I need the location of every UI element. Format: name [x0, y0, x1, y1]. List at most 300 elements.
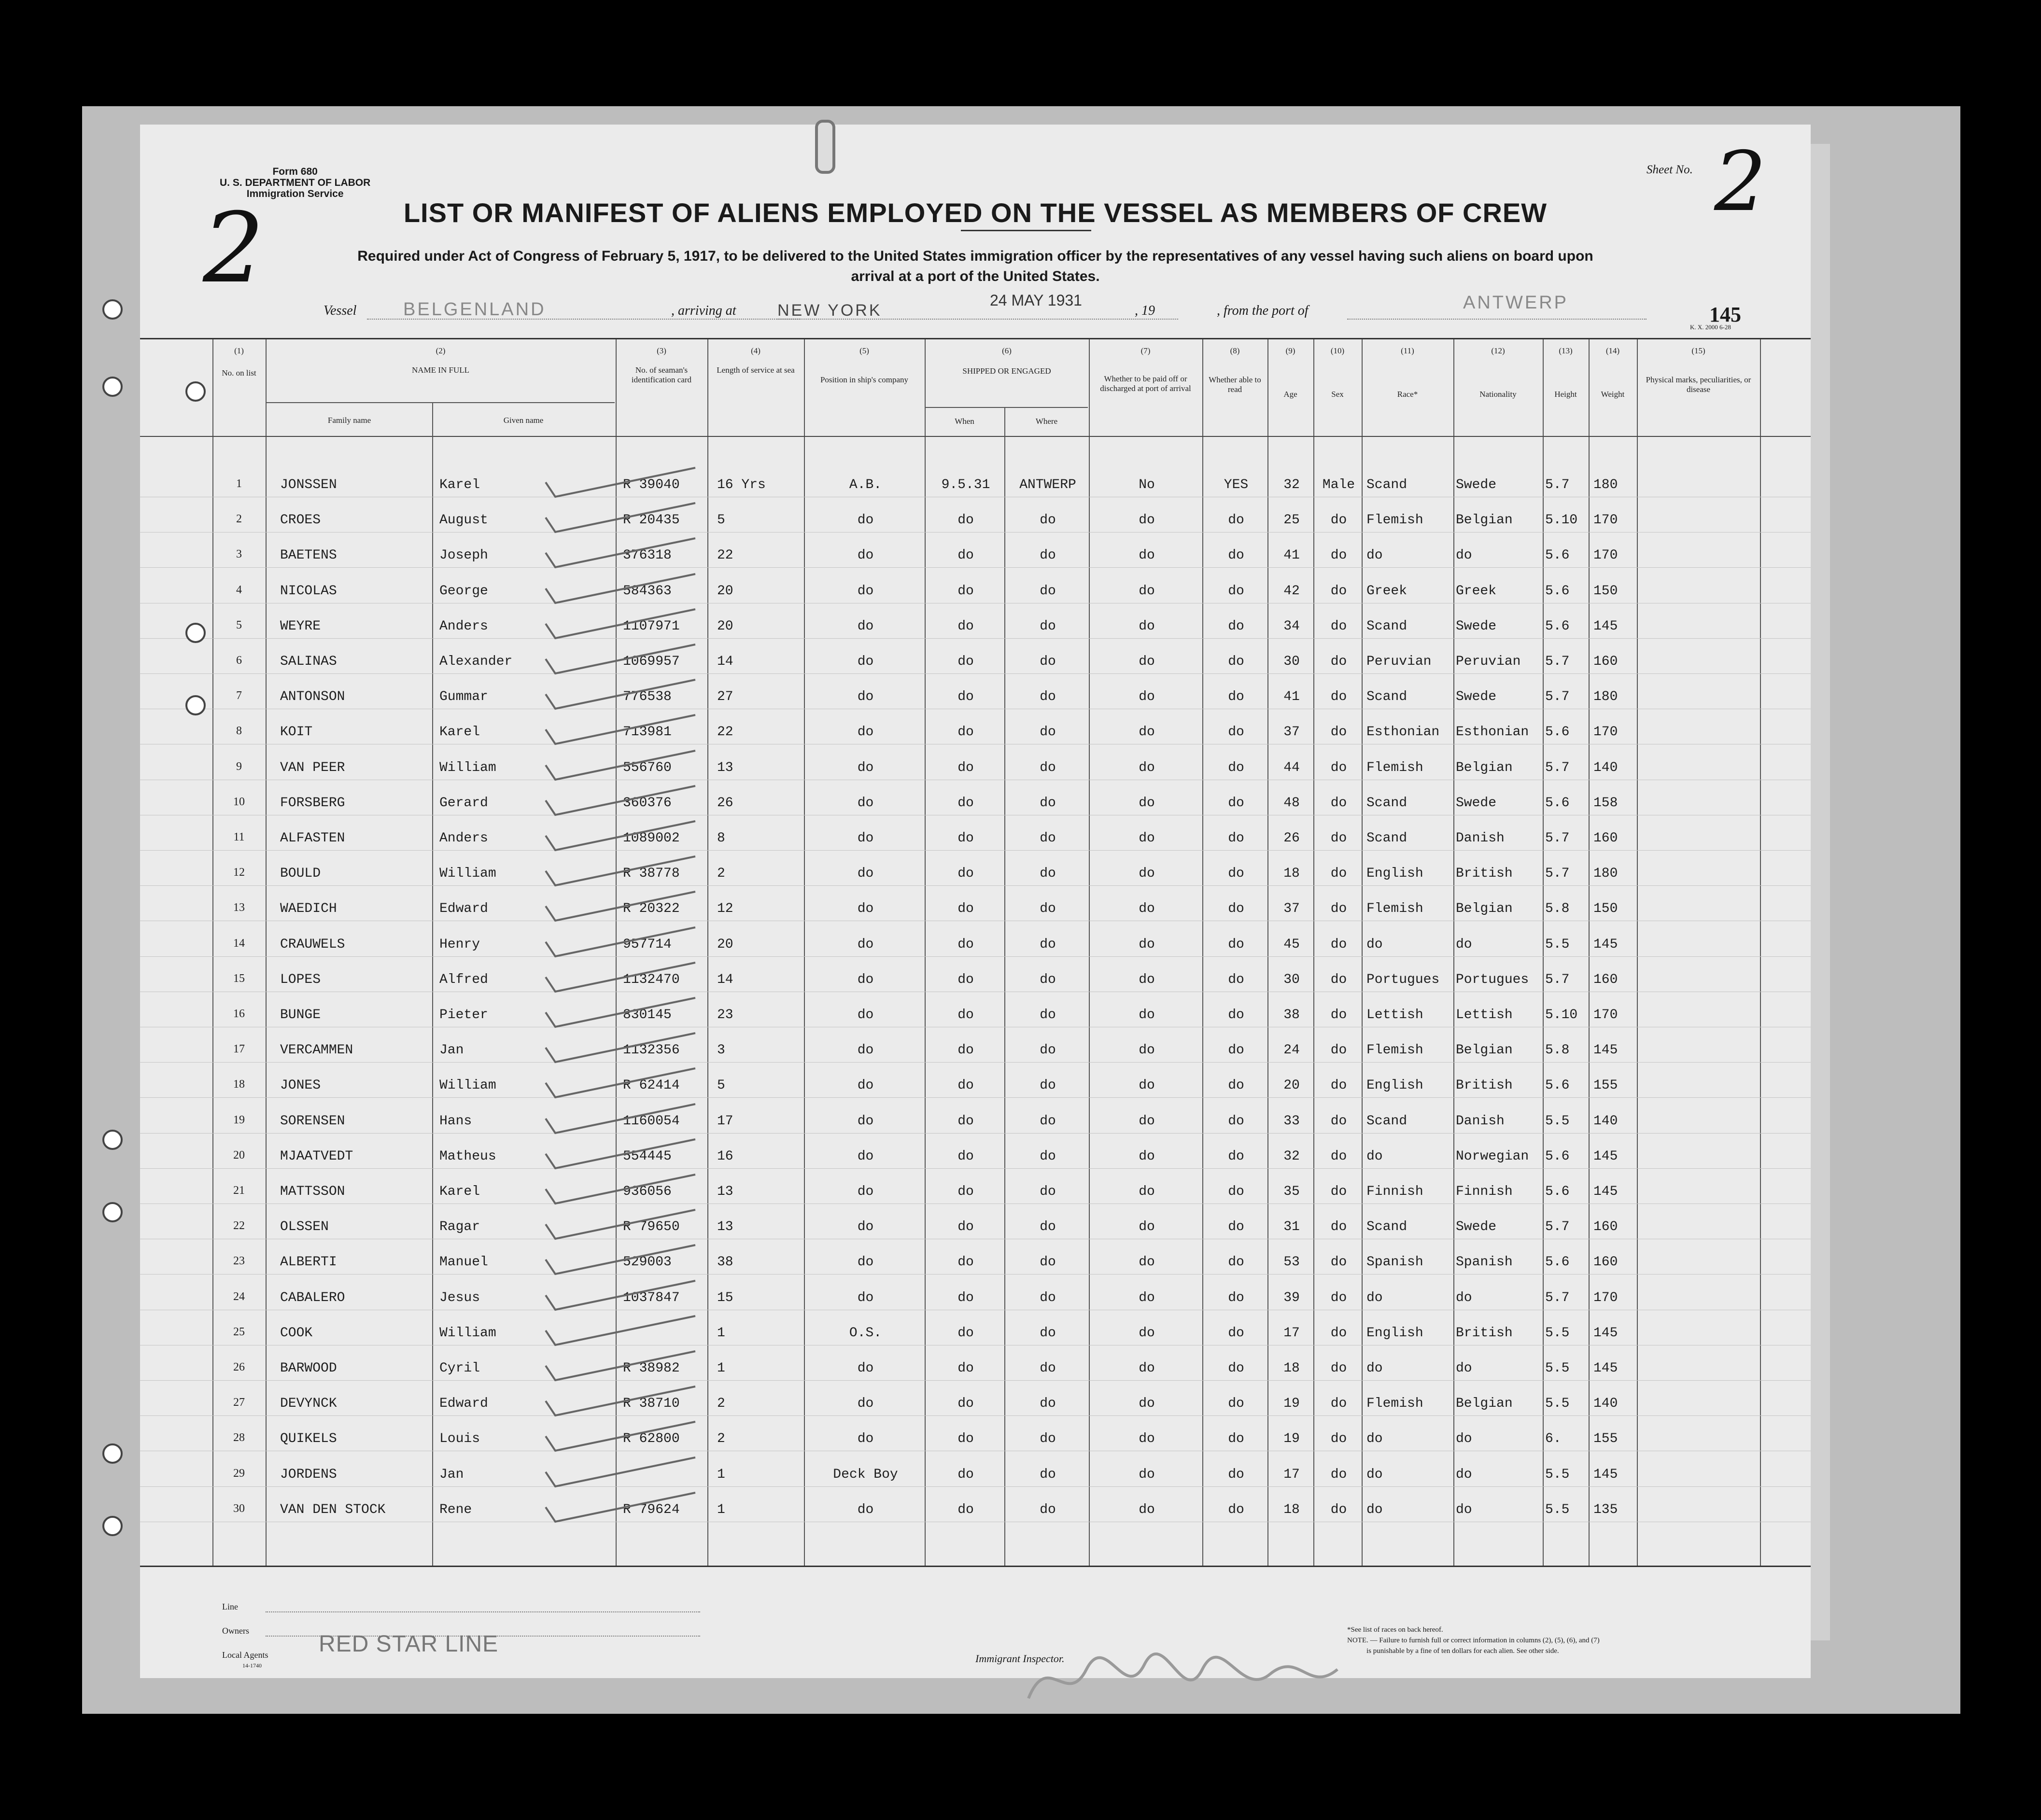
shipped-where: do: [1040, 1148, 1056, 1164]
length-of-service: 5: [717, 1078, 725, 1093]
shipped-where: do: [1040, 725, 1056, 740]
able-to-read: do: [1228, 1078, 1244, 1093]
binder-hole: [185, 381, 206, 402]
height: 5.6: [1545, 548, 1570, 563]
shipped-when: do: [957, 1219, 974, 1235]
race: Portugues: [1366, 972, 1440, 987]
age: 32: [1283, 477, 1300, 492]
family-name: QUIKELS: [280, 1431, 337, 1447]
sex: do: [1330, 795, 1347, 811]
row-rule: [140, 1062, 1811, 1063]
id-card: R 20435: [623, 513, 680, 528]
binder-hole: [102, 1516, 123, 1536]
row-number: 12: [233, 866, 245, 879]
able-to-read: do: [1228, 1148, 1244, 1164]
age: 17: [1283, 1467, 1300, 1482]
shipped-when: 9.5.31: [941, 477, 990, 492]
family-name: CABALERO: [280, 1290, 345, 1305]
row-rule: [140, 673, 1811, 674]
age: 35: [1283, 1184, 1300, 1199]
id-card: 584363: [623, 583, 672, 599]
id-card: 1069957: [623, 654, 680, 669]
nationality: Norwegian: [1456, 1148, 1529, 1164]
given-name: William: [439, 866, 496, 882]
row-number: 29: [233, 1467, 245, 1480]
age: 39: [1283, 1290, 1300, 1305]
nationality: Swede: [1456, 795, 1497, 811]
agents-label: Local Agents: [222, 1650, 268, 1660]
paid-off: do: [1139, 618, 1155, 634]
nationality: do: [1456, 1502, 1472, 1517]
row-number: 24: [233, 1290, 245, 1303]
shipped-when: do: [957, 583, 974, 599]
family-name: CRAUWELS: [280, 937, 345, 952]
subtitle: [227, 246, 1724, 287]
check-mark-icon: [541, 1170, 700, 1208]
family-name: VAN PEER: [280, 760, 345, 775]
id-card: 556760: [623, 760, 672, 775]
row-number: 1: [236, 477, 242, 490]
race: do: [1366, 1467, 1383, 1482]
title-rule: [961, 230, 1091, 231]
length-of-service: 3: [717, 1043, 725, 1058]
shipped-where: do: [1040, 1255, 1056, 1270]
paid-off: do: [1139, 725, 1155, 740]
weight: 145: [1593, 1361, 1618, 1376]
position: do: [857, 1148, 874, 1164]
sex: do: [1330, 618, 1347, 634]
vessel-label: Vessel: [324, 303, 357, 318]
weight: 180: [1593, 866, 1618, 882]
col-number: (1): [234, 346, 244, 355]
vessel-name: BELGENLAND: [403, 299, 546, 320]
given-name: Jan: [439, 1467, 464, 1482]
paid-off: do: [1139, 1467, 1155, 1482]
check-mark-icon: [541, 993, 700, 1032]
row-rule: [140, 1168, 1811, 1169]
position: do: [857, 1290, 874, 1305]
col-number: (4): [751, 346, 760, 355]
length-of-service: 16: [717, 1148, 733, 1164]
sex: do: [1330, 1290, 1347, 1305]
paid-off: do: [1139, 1431, 1155, 1447]
race: Scand: [1366, 1219, 1408, 1235]
weight: 135: [1593, 1502, 1618, 1517]
row-rule: [140, 567, 1811, 568]
family-name: BAETENS: [280, 548, 337, 563]
age: 18: [1283, 866, 1300, 882]
height: 5.7: [1545, 972, 1570, 987]
height: 5.7: [1545, 689, 1570, 705]
family-name: BARWOOD: [280, 1361, 337, 1376]
family-name: JORDENS: [280, 1467, 337, 1482]
family-name: FORSBERG: [280, 795, 345, 811]
paid-off: do: [1139, 1502, 1155, 1517]
shipped-where: do: [1040, 513, 1056, 528]
col-number: (10): [1330, 346, 1345, 355]
id-card: 1132356: [623, 1043, 680, 1058]
sheet-number-label: Sheet No.: [1647, 163, 1693, 176]
position: do: [857, 1008, 874, 1022]
nationality: Lettish: [1456, 1008, 1513, 1022]
able-to-read: do: [1228, 1467, 1244, 1482]
row-number: 13: [233, 901, 245, 914]
id-card: R 79650: [623, 1219, 680, 1235]
family-name: JONSSEN: [280, 477, 337, 492]
height: 5.6: [1545, 583, 1570, 599]
able-to-read: do: [1228, 1361, 1244, 1376]
sex: do: [1330, 1502, 1347, 1517]
date-stamp: 24 MAY 1931: [990, 292, 1082, 309]
able-to-read: do: [1228, 1113, 1244, 1129]
sex: do: [1330, 1361, 1347, 1376]
corner-mark: 2: [203, 192, 265, 305]
shipped-where: do: [1040, 1043, 1056, 1058]
col-header-sex: Sex: [1331, 390, 1344, 399]
paid-off: do: [1139, 583, 1155, 599]
nationality: Peruvian: [1456, 654, 1521, 669]
arriving-label: , arriving at: [671, 303, 736, 318]
able-to-read: do: [1228, 725, 1244, 740]
given-name: Jan: [439, 1043, 464, 1058]
id-card: 554445: [623, 1148, 672, 1164]
length-of-service: 12: [717, 901, 733, 917]
nationality: Esthonian: [1456, 725, 1529, 740]
paid-off: do: [1139, 513, 1155, 528]
given-name: Karel: [439, 725, 480, 740]
position: do: [857, 901, 874, 917]
shipped-where: do: [1040, 654, 1056, 669]
check-mark-icon: [541, 533, 700, 572]
length-of-service: 20: [717, 583, 733, 599]
able-to-read: do: [1228, 654, 1244, 669]
shipped-where: do: [1040, 937, 1056, 952]
given-name: Cyril: [439, 1361, 480, 1376]
col-header-marks: Physical marks, peculiarities, or disease: [1646, 375, 1751, 394]
id-card: 376318: [623, 548, 672, 563]
nationality: Belgian: [1456, 1396, 1513, 1412]
weight: 145: [1593, 937, 1618, 952]
race: do: [1366, 548, 1383, 563]
weight: 160: [1593, 1219, 1618, 1235]
sheet-number: 2: [1714, 134, 1767, 230]
check-mark-icon: [541, 569, 700, 608]
check-mark-icon: [541, 1276, 700, 1315]
height: 5.5: [1545, 1361, 1570, 1376]
race: Peruvian: [1366, 654, 1432, 669]
weight: 145: [1593, 1325, 1618, 1341]
weight: 155: [1593, 1078, 1618, 1093]
shipped-where: ANTWERP: [1019, 477, 1076, 492]
race: do: [1366, 1431, 1383, 1447]
row-number: 14: [233, 937, 245, 950]
length-of-service: 20: [717, 618, 733, 634]
col-divider: [707, 339, 708, 1566]
length-of-service: 26: [717, 795, 733, 811]
age: 25: [1283, 513, 1300, 528]
height: 5.7: [1545, 654, 1570, 669]
shipped-when: do: [957, 1396, 974, 1412]
weight: 180: [1593, 689, 1618, 705]
height: 5.6: [1545, 1255, 1570, 1270]
nationality: Swede: [1456, 689, 1497, 705]
col-header-id: No. of seaman's identification card: [631, 365, 692, 384]
family-name: VAN DEN STOCK: [280, 1502, 386, 1517]
shipped-when: do: [957, 654, 974, 669]
length-of-service: 1: [717, 1361, 725, 1376]
check-mark-icon: [541, 781, 700, 820]
row-number: 25: [233, 1325, 245, 1338]
age: 30: [1283, 654, 1300, 669]
nationality: Swede: [1456, 618, 1497, 634]
able-to-read: do: [1228, 760, 1244, 775]
check-mark-icon: [541, 1134, 700, 1173]
crew-table: [140, 338, 1811, 1567]
row-number: 3: [236, 548, 242, 561]
weight: 140: [1593, 1396, 1618, 1412]
row-rule: [140, 1486, 1811, 1487]
col-number: (12): [1491, 346, 1505, 355]
given-name: Joseph: [439, 548, 488, 563]
position: do: [857, 1255, 874, 1270]
given-name: Ragar: [439, 1219, 480, 1235]
row-rule: [140, 1097, 1811, 1098]
paid-off: do: [1139, 795, 1155, 811]
sex: do: [1330, 866, 1347, 882]
shipped-when: do: [957, 1078, 974, 1093]
check-mark-icon: [541, 1099, 700, 1138]
race: Scand: [1366, 795, 1408, 811]
given-name: Alfred: [439, 972, 488, 987]
id-card: R 38982: [623, 1361, 680, 1376]
shipped-where: do: [1040, 1396, 1056, 1412]
agents-code: 14-1740: [242, 1662, 262, 1669]
height: 5.6: [1545, 1184, 1570, 1199]
able-to-read: do: [1228, 866, 1244, 882]
paid-off: do: [1139, 1290, 1155, 1305]
race: Flemish: [1366, 901, 1423, 917]
shipped-when: do: [957, 1148, 974, 1164]
given-name: Karel: [439, 477, 480, 492]
age: 30: [1283, 972, 1300, 987]
paper-clip: [815, 120, 835, 174]
col-divider: [1004, 408, 1005, 1566]
nationality: Portugues: [1456, 972, 1529, 987]
position: do: [857, 1361, 874, 1376]
race: English: [1366, 1325, 1423, 1341]
race: do: [1366, 1148, 1383, 1164]
shipped-where: do: [1040, 1219, 1056, 1235]
length-of-service: 1: [717, 1502, 725, 1517]
able-to-read: do: [1228, 972, 1244, 987]
sex: do: [1330, 1184, 1347, 1199]
shipped-where: do: [1040, 618, 1056, 634]
id-card: 1132470: [623, 972, 680, 987]
family-name: LOPES: [280, 972, 321, 987]
weight: 145: [1593, 1184, 1618, 1199]
age: 20: [1283, 1078, 1300, 1093]
length-of-service: 20: [717, 937, 733, 952]
position: Deck Boy: [833, 1467, 898, 1482]
sex: do: [1330, 583, 1347, 599]
col-divider: [925, 339, 926, 1566]
race: do: [1366, 937, 1383, 952]
sex: do: [1330, 1325, 1347, 1341]
col-number: (14): [1605, 346, 1620, 355]
position: do: [857, 583, 874, 599]
shipped-where: do: [1040, 901, 1056, 917]
age: 18: [1283, 1361, 1300, 1376]
race: Flemish: [1366, 513, 1423, 528]
shipped-when: do: [957, 1043, 974, 1058]
check-mark-icon: [541, 640, 700, 678]
id-card: 1107971: [623, 618, 680, 634]
length-of-service: 22: [717, 548, 733, 563]
col-number: (11): [1401, 346, 1414, 355]
nationality: British: [1456, 1325, 1513, 1341]
family-name: WEYRE: [280, 618, 321, 634]
position: do: [857, 1431, 874, 1447]
arriving-port: NEW YORK: [777, 301, 882, 320]
shipped-when: do: [957, 937, 974, 952]
signature-scrawl: [1019, 1640, 1357, 1718]
row-number: 21: [233, 1184, 245, 1197]
position: do: [857, 725, 874, 740]
col-divider: [1089, 339, 1090, 1566]
able-to-read: do: [1228, 1043, 1244, 1058]
length-of-service: 2: [717, 866, 725, 882]
family-name: VERCAMMEN: [280, 1043, 353, 1058]
given-name: Rene: [439, 1502, 472, 1517]
age: 26: [1283, 831, 1300, 846]
row-number: 10: [233, 795, 245, 808]
sex: do: [1330, 1255, 1347, 1270]
age: 34: [1283, 618, 1300, 634]
age: 37: [1283, 901, 1300, 917]
sex: do: [1330, 513, 1347, 528]
nationality: Danish: [1456, 831, 1505, 846]
shipped-when: do: [957, 548, 974, 563]
col-header-when: When: [955, 417, 974, 426]
race: English: [1366, 1078, 1423, 1093]
length-of-service: 1: [717, 1325, 725, 1341]
weight: 160: [1593, 972, 1618, 987]
shipped-when: do: [957, 1361, 974, 1376]
height: 5.7: [1545, 760, 1570, 775]
nationality: do: [1456, 1290, 1472, 1305]
able-to-read: do: [1228, 1431, 1244, 1447]
able-to-read: do: [1228, 937, 1244, 952]
row-number: 16: [233, 1008, 245, 1020]
shipped-where: do: [1040, 1078, 1056, 1093]
family-name: ALBERTI: [280, 1255, 337, 1270]
length-of-service: 22: [717, 725, 733, 740]
check-mark-icon: [541, 852, 700, 890]
weight: 170: [1593, 1290, 1618, 1305]
owners-stamp: RED STAR LINE: [319, 1631, 499, 1657]
col-number: (9): [1285, 346, 1295, 355]
row-number: 2: [236, 513, 242, 526]
race: do: [1366, 1361, 1383, 1376]
shipped-where: do: [1040, 1325, 1056, 1341]
able-to-read: do: [1228, 1502, 1244, 1517]
height: 5.5: [1545, 1502, 1570, 1517]
shipped-where: do: [1040, 1502, 1056, 1517]
row-number: 5: [236, 618, 242, 631]
inspector-signature: [1019, 1640, 1357, 1729]
col-divider: [1760, 339, 1761, 1566]
position: do: [857, 1184, 874, 1199]
family-name: JONES: [280, 1078, 321, 1093]
check-mark-icon: [541, 887, 700, 925]
weight: 145: [1593, 1467, 1618, 1482]
col-number: (15): [1691, 346, 1705, 355]
shipped-when: do: [957, 618, 974, 634]
race: Greek: [1366, 583, 1408, 599]
position: do: [857, 831, 874, 846]
shipped-where: do: [1040, 866, 1056, 882]
length-of-service: 16 Yrs: [717, 477, 766, 492]
family-name: BUNGE: [280, 1008, 321, 1022]
id-card: R 38778: [623, 866, 680, 882]
sex: do: [1330, 760, 1347, 775]
family-name: COOK: [280, 1325, 313, 1341]
nationality: Belgian: [1456, 1043, 1513, 1058]
col-header-nationality: Nationality: [1479, 390, 1517, 399]
family-name: ALFASTEN: [280, 831, 345, 846]
able-to-read: do: [1228, 1396, 1244, 1412]
shipped-where: do: [1040, 583, 1056, 599]
col-number: (7): [1140, 346, 1151, 355]
nationality: Swede: [1456, 1219, 1497, 1235]
row-number: 28: [233, 1431, 245, 1444]
able-to-read: do: [1228, 1219, 1244, 1235]
row-number: 27: [233, 1396, 245, 1409]
shipped-when: do: [957, 513, 974, 528]
footer-note-3: is punishable by a fine of ten dollars for each alien. See other side.: [1366, 1647, 1559, 1655]
position: do: [857, 1219, 874, 1235]
row-rule: [140, 850, 1811, 851]
paid-off: do: [1139, 901, 1155, 917]
row-number: 6: [236, 654, 242, 667]
race: Lettish: [1366, 1008, 1423, 1022]
nationality: do: [1456, 548, 1472, 563]
length-of-service: 38: [717, 1255, 733, 1270]
col-divider: [1202, 339, 1203, 1566]
nationality: do: [1456, 1361, 1472, 1376]
col-divider: [804, 339, 805, 1566]
sex: do: [1330, 1148, 1347, 1164]
department: U. S. DEPARTMENT OF LABOR: [220, 177, 371, 188]
check-mark-icon: [541, 604, 700, 643]
binder-hole: [185, 695, 206, 715]
age: 17: [1283, 1325, 1300, 1341]
shipped-where: do: [1040, 689, 1056, 705]
given-name: Matheus: [439, 1148, 496, 1164]
race: Scand: [1366, 1113, 1408, 1129]
col-header-name: NAME IN FULL: [412, 365, 469, 375]
shipped-when: do: [957, 795, 974, 811]
id-card: R 38710: [623, 1396, 680, 1412]
age: 33: [1283, 1113, 1300, 1129]
check-mark-icon: [541, 498, 700, 537]
paid-off: do: [1139, 1184, 1155, 1199]
height: 5.7: [1545, 477, 1570, 492]
id-card: R 79624: [623, 1502, 680, 1517]
weight: 170: [1593, 725, 1618, 740]
race: Flemish: [1366, 1396, 1423, 1412]
age: 45: [1283, 937, 1300, 952]
